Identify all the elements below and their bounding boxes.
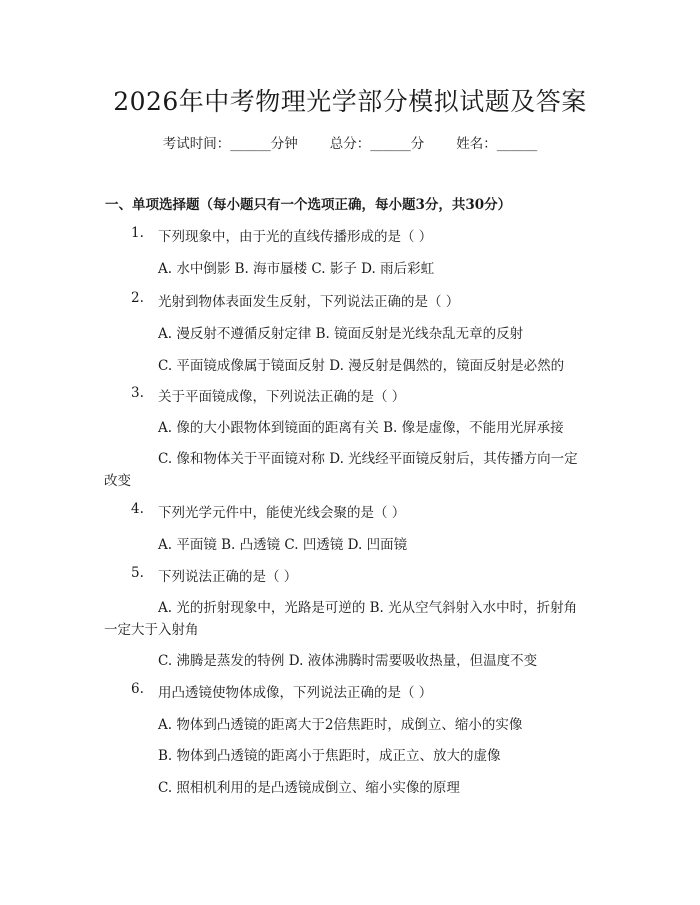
question-options: C. 沸腾是蒸发的特例 D. 液体沸腾时需要吸收热量，但温度不变 [158, 653, 538, 669]
exam-time: 考试时间：______分钟 [162, 136, 298, 152]
question-text: 光射到物体表面发生反射，下列说法正确的是（ ） [158, 294, 460, 310]
question-options: C. 像和物体关于平面镜对称 D. 光线经平面镜反射后，其传播方向一定 [158, 451, 578, 467]
question-number: 6. [131, 681, 144, 697]
question-number: 1. [131, 225, 144, 241]
option-continuation: 改变 [104, 473, 131, 489]
question-text: 关于平面镜成像，下列说法正确的是（ ） [158, 389, 406, 405]
question-text: 下列说法正确的是（ ） [158, 569, 298, 585]
question-number: 4. [131, 501, 144, 517]
question-options: A. 物体到凸透镜的距离大于2倍焦距时，成倒立、缩小的实像 [158, 717, 523, 733]
question-options: C. 照相机利用的是凸透镜成倒立、缩小实像的原理 [158, 780, 460, 796]
question-options: A. 漫反射不遵循反射定律 B. 镜面反射是光线杂乱无章的反射 [158, 326, 524, 342]
question-number: 3. [131, 385, 144, 401]
question-options: C. 平面镜成像属于镜面反射 D. 漫反射是偶然的，镜面反射是必然的 [158, 358, 565, 374]
exam-meta [0, 132, 700, 152]
question-options: A. 水中倒影 B. 海市蜃楼 C. 影子 D. 雨后彩虹 [158, 261, 435, 277]
exam-name: 姓名：______ [456, 136, 538, 152]
question-text: 用凸透镜使物体成像，下列说法正确的是（ ） [158, 685, 433, 701]
question-options: A. 像的大小跟物体到镜面的距离有关 B. 像是虚像，不能用光屏承接 [158, 420, 564, 436]
question-options: A. 平面镜 B. 凸透镜 C. 凹透镜 D. 凹面镜 [158, 537, 408, 553]
question-number: 5. [131, 565, 144, 581]
question-number: 2. [131, 290, 144, 306]
question-options: B. 物体到凸透镜的距离小于焦距时，成正立、放大的虚像 [158, 748, 501, 764]
question-options: A. 光的折射现象中，光路是可逆的 B. 光从空气斜射入水中时，折射角 [158, 600, 578, 616]
section-heading: 一、单项选择题（每小题只有一个选项正确，每小题3分，共30分） [105, 197, 512, 213]
option-continuation: 一定大于入射角 [104, 622, 199, 638]
page-title: 2026年中考物理光学部分模拟试题及答案 [113, 87, 587, 116]
question-text: 下列光学元件中，能使光线会聚的是（ ） [158, 505, 406, 521]
question-text: 下列现象中，由于光的直线传播形成的是（ ） [158, 229, 433, 245]
exam-score: 总分：______分 [329, 136, 425, 152]
